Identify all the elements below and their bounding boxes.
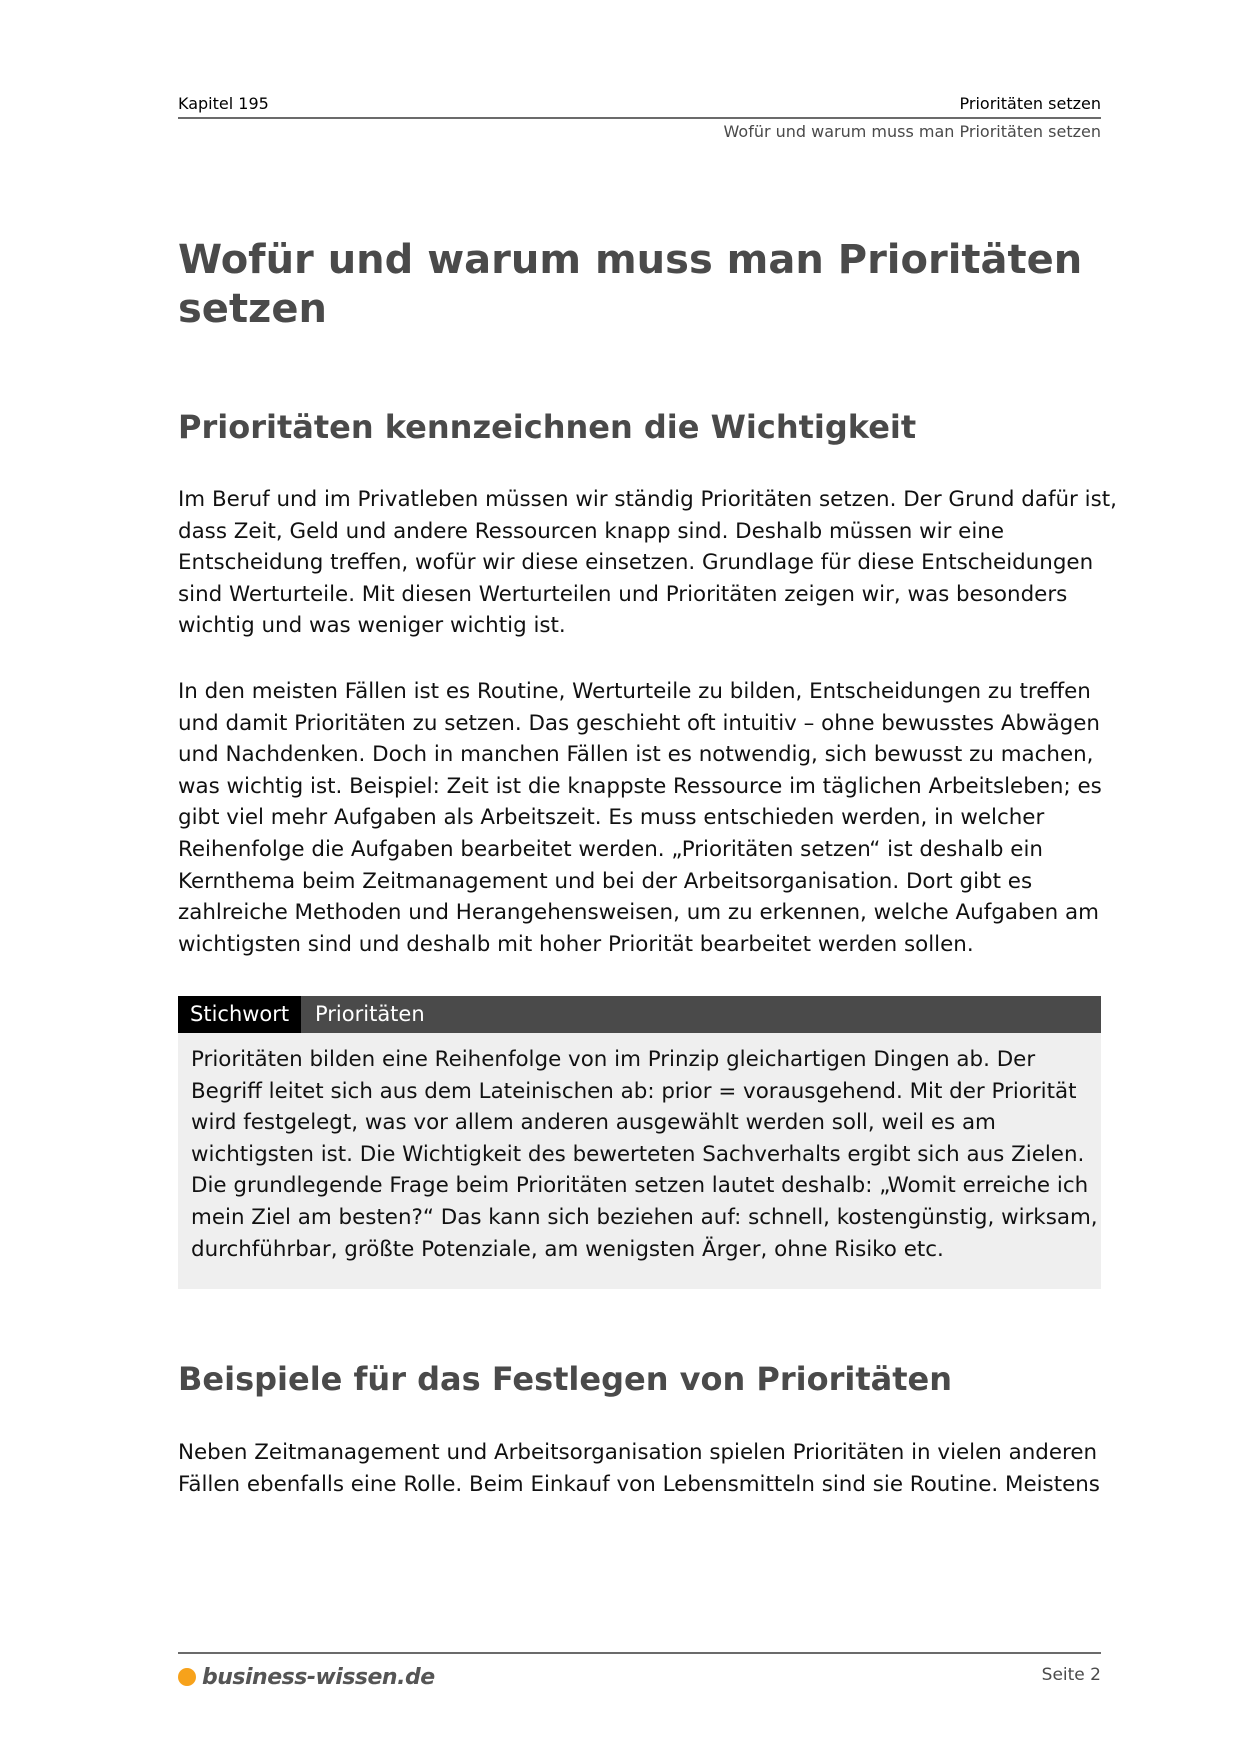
footer-rule bbox=[178, 1652, 1101, 1654]
logo-dot-icon bbox=[178, 1668, 196, 1686]
text-line: Neben Zeitmanagement und Arbeitsorganisation spielen Prioritäten in vielen anderen bbox=[178, 1440, 1098, 1465]
page-title bbox=[178, 236, 1101, 334]
text-line: Die grundlegende Frage beim Prioritäten setzen lautet deshalb: „Womit erreiche ich bbox=[191, 1173, 1089, 1199]
header-subsection: Wofür und warum muss man Prioritäten setzen bbox=[723, 122, 1101, 141]
text-line: gibt viel mehr Aufgaben als Arbeitszeit. Es muss entschieden werden, in welcher bbox=[178, 805, 1045, 831]
text-line: mein Ziel am besten?“ Das kann sich beziehen auf: schnell, kostengünstig, wirksam, bbox=[191, 1204, 1098, 1230]
page-title-line: setzen bbox=[178, 286, 327, 332]
text-line: und Nachdenken. Doch in manchen Fällen ist es notwendig, sich bewusst zu machen, bbox=[178, 742, 1094, 768]
header-chapter: Kapitel 195 bbox=[178, 94, 269, 113]
header-rule bbox=[178, 117, 1101, 119]
text-line: sind Werturteile. Mit diesen Werturteilen und Prioritäten zeigen wir, was besonders bbox=[178, 581, 1068, 607]
text-line: In den meisten Fällen ist es Routine, Werturteile zu bilden, Entscheidungen zu treffen bbox=[178, 679, 1091, 704]
section-heading-examples: Beispiele für das Festlegen von Prioritäten bbox=[178, 1360, 952, 1398]
paragraph-3 bbox=[178, 1437, 1101, 1500]
section-heading-importance: Prioritäten kennzeichnen die Wichtigkeit bbox=[178, 408, 917, 446]
paragraph-2 bbox=[178, 676, 1101, 960]
text-line: durchführbar, größte Potenziale, am wenigsten Ärger, ohne Risiko etc. bbox=[191, 1236, 944, 1262]
text-line: Im Beruf und im Privatleben müssen wir ständig Prioritäten setzen. Der Grund dafür ist, bbox=[178, 487, 1117, 512]
page-title-line: Wofür und warum muss man Prioritäten bbox=[178, 237, 1083, 283]
text-line: zahlreiche Methoden und Herangehensweisen, um zu erkennen, welche Aufgaben am bbox=[178, 900, 1099, 926]
text-line: Entscheidung treffen, wofür wir diese einsetzen. Grundlage für diese Entscheidungen bbox=[178, 550, 1094, 576]
keyword-tag: Stichwort bbox=[178, 996, 301, 1033]
header-section: Prioritäten setzen bbox=[959, 94, 1101, 113]
text-line: Reihenfolge die Aufgaben bearbeitet werden. „Prioritäten setzen“ ist deshalb ein bbox=[178, 836, 1043, 862]
text-line: dass Zeit, Geld und andere Ressourcen knapp sind. Deshalb müssen wir eine bbox=[178, 518, 1004, 544]
text-line: wichtigsten sind und deshalb mit hoher Priorität bearbeitet werden sollen. bbox=[178, 931, 974, 957]
text-line: wichtig und was weniger wichtig ist. bbox=[178, 613, 566, 639]
text-line: Kernthema beim Zeitmanagement und bei der Arbeitsorganisation. Dort gibt es bbox=[178, 868, 1033, 894]
keyword-definition bbox=[191, 1044, 1098, 1265]
text-line: Prioritäten bilden eine Reihenfolge von im Prinzip gleichartigen Dingen ab. Der bbox=[191, 1047, 1036, 1072]
text-line: Begriff leitet sich aus dem Lateinischen ab: prior = vorausgehend. Mit der Priorität bbox=[191, 1078, 1077, 1104]
paragraph-1 bbox=[178, 484, 1117, 642]
text-line: und damit Prioritäten zu setzen. Das geschieht oft intuitiv – ohne bewusstes Abwägen bbox=[178, 710, 1100, 736]
brand-logo bbox=[178, 1662, 435, 1692]
text-line: Fällen ebenfalls eine Rolle. Beim Einkauf von Lebensmitteln sind sie Routine. Meistens bbox=[178, 1471, 1100, 1497]
keyword-box-header bbox=[178, 996, 1101, 1033]
page-number: Seite 2 bbox=[1041, 1665, 1101, 1685]
keyword-box bbox=[178, 996, 1101, 1289]
text-line: wichtigsten ist. Die Wichtigkeit des bewerteten Sachverhalts ergibt sich aus Zielen. bbox=[191, 1141, 1085, 1167]
text-line: wird festgelegt, was vor allem anderen ausgewählt werden soll, weil es am bbox=[191, 1110, 996, 1136]
keyword-title: Prioritäten bbox=[315, 1002, 425, 1026]
text-line: was wichtig ist. Beispiel: Zeit ist die knappste Ressource im täglichen Arbeitsleben; es bbox=[178, 773, 1102, 799]
logo-text: business-wissen.de bbox=[202, 1664, 435, 1690]
